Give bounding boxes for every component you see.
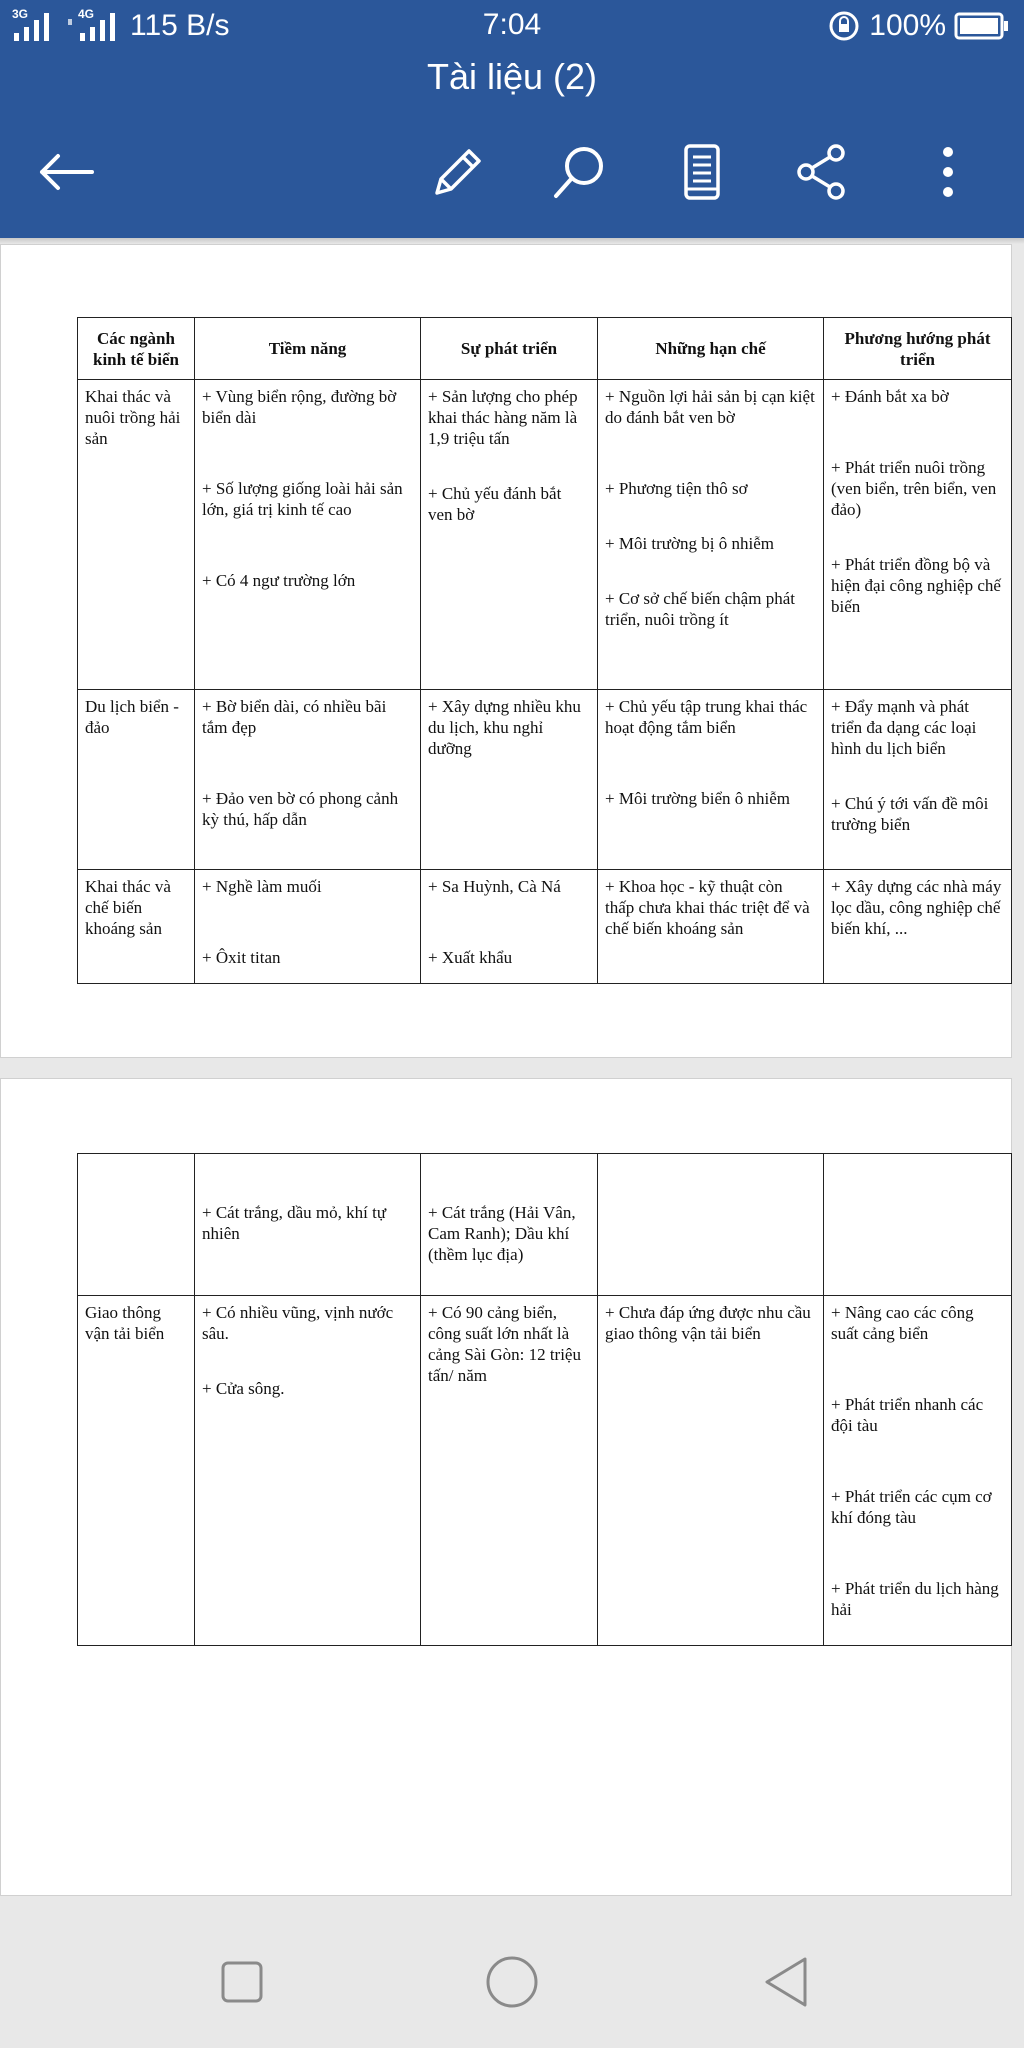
table-row <box>78 1296 1012 1646</box>
sector-cell <box>78 1154 195 1296</box>
limitations-cell <box>598 1154 824 1296</box>
home-icon[interactable] <box>480 1950 544 2014</box>
economy-table <box>77 317 1012 984</box>
economy-table-continued <box>77 1153 1012 1646</box>
cell-line: + Xây dựng các nhà máy lọc dầu, công nghiệp chế biến khí, ... <box>831 877 1002 938</box>
battery-percent: 100% <box>869 9 946 42</box>
cell-line: + Nguồn lợi hải sản bị cạn kiệt do đánh bắt ven bờ <box>605 387 815 427</box>
cell-line: + Phương tiện thô sơ <box>605 479 748 498</box>
cell-line: + Sản lượng cho phép khai thác hàng năm là 1,9 triệu tấn <box>428 387 578 448</box>
limitations-cell <box>598 1296 824 1646</box>
cell-line: + Phát triển nuôi trồng (ven biển, trên biển, ven đảo) <box>831 458 997 519</box>
potential-cell <box>195 690 421 870</box>
search-icon[interactable] <box>548 140 612 204</box>
reading-mode-icon[interactable] <box>670 140 734 204</box>
cell-line: + Môi trường bị ô nhiễm <box>605 534 774 553</box>
cell-line: + Vùng biển rộng, đường bờ biển dài <box>202 387 397 427</box>
directions-cell <box>824 690 1012 870</box>
cell-line: + Sa Huỳnh, Cà Ná <box>428 877 561 896</box>
directions-cell <box>824 870 1012 984</box>
cell-line: + Chưa đáp ứng được nhu cầu giao thông vận tải biển <box>605 1303 811 1343</box>
development-cell <box>421 380 598 690</box>
cell-line: + Phát triển nhanh các đội tàu <box>831 1395 984 1435</box>
cell-line: + Đảo ven bờ có phong cảnh kỳ thú, hấp dẫn <box>202 789 399 829</box>
signal-3g-icon: 3G <box>12 9 58 43</box>
cell-line: + Ôxit titan <box>202 948 281 967</box>
table-row <box>78 690 1012 870</box>
cell-line: + Bờ biển dài, có nhiều bãi tắm đẹp <box>202 697 387 737</box>
table-header: Các ngành kinh tế biển <box>78 318 195 380</box>
status-bar <box>0 0 1024 52</box>
sector-cell: Khai thác và nuôi trồng hải sản <box>78 380 195 690</box>
cell-line: + Chủ yếu tập trung khai thác hoạt động tắm biển <box>605 697 808 737</box>
cell-line: + Môi trường biển ô nhiễm <box>605 789 791 808</box>
cell-line: + Có 90 cảng biển, công suất lớn nhất là cảng Sài Gòn: 12 triệu tấn/ năm <box>428 1303 581 1385</box>
pencil-icon[interactable] <box>426 140 490 204</box>
back-arrow-icon[interactable] <box>34 140 98 204</box>
app-bar <box>0 0 1024 238</box>
directions-cell <box>824 380 1012 690</box>
development-cell <box>421 690 598 870</box>
limitations-cell <box>598 870 824 984</box>
status-right <box>827 8 1010 44</box>
document-title: Tài liệu (2) <box>426 56 598 97</box>
cell-line: + Cơ sở chế biến chậm phát triển, nuôi trồng ít <box>605 589 795 629</box>
signal-4g-icon: 4G <box>64 9 124 43</box>
table-header: Sự phát triển <box>421 318 598 380</box>
cell-line: + Số lượng giống loài hải sản lớn, giá trị kinh tế cao <box>202 479 403 519</box>
cell-line: + Phát triển đồng bộ và hiện đại công nghiệp chế biến <box>831 555 1001 616</box>
cell-line: + Có 4 ngư trường lớn <box>202 571 356 590</box>
directions-cell <box>824 1296 1012 1646</box>
table-header: Phương hướng phát triển <box>824 318 1012 380</box>
table-row <box>78 870 1012 984</box>
cell-line: + Có nhiều vũng, vịnh nước sâu. <box>202 1303 394 1343</box>
sector-cell: Khai thác và chế biến khoáng sản <box>78 870 195 984</box>
cell-line: + Xuất khẩu <box>428 948 513 967</box>
back-icon[interactable] <box>754 1950 818 2014</box>
potential-cell <box>195 1154 421 1296</box>
cell-line: + Phát triển các cụm cơ khí đóng tàu <box>831 1487 992 1527</box>
cell-line: + Đẩy mạnh và phát triển đa dạng các loại hình du lịch biển <box>831 697 977 758</box>
cell-line: + Phát triển du lịch hàng hải <box>831 1579 999 1619</box>
development-cell <box>421 870 598 984</box>
potential-cell <box>195 870 421 984</box>
sector-cell: Du lịch biển - đảo <box>78 690 195 870</box>
table-header: Tiềm năng <box>195 318 421 380</box>
clock: 7:04 <box>482 8 542 41</box>
recent-apps-icon[interactable] <box>210 1950 274 2014</box>
network-speed: 115 B/s <box>130 9 230 42</box>
table-header-row <box>78 318 1012 380</box>
cell-line: + Nâng cao các công suất cảng biển <box>831 1303 974 1343</box>
document-page-2[interactable] <box>0 1078 1012 1896</box>
share-icon[interactable] <box>790 140 854 204</box>
cell-line: + Cửa sông. <box>202 1379 285 1398</box>
cell-line: + Chú ý tới vấn đề môi trường biển <box>831 794 989 834</box>
more-icon[interactable] <box>916 140 980 204</box>
cell-line: + Cát trắng (Hải Vân, Cam Ranh); Dầu khí (thềm lục địa) <box>428 1203 576 1264</box>
potential-cell <box>195 380 421 690</box>
table-row <box>78 380 1012 690</box>
cell-line: + Cát trắng, dầu mỏ, khí tự nhiên <box>202 1203 387 1243</box>
development-cell <box>421 1296 598 1646</box>
table-header: Những hạn chế <box>598 318 824 380</box>
cell-line: + Xây dựng nhiều khu du lịch, khu nghỉ dưỡng <box>428 697 581 758</box>
directions-cell <box>824 1154 1012 1296</box>
document-page-1[interactable] <box>0 244 1012 1058</box>
cell-line: + Đánh bắt xa bờ <box>831 387 949 406</box>
cell-line: + Nghề làm muối <box>202 877 322 896</box>
battery-icon <box>954 11 1010 41</box>
cell-line: + Chủ yếu đánh bắt ven bờ <box>428 484 562 524</box>
cell-line: + Khoa học - kỹ thuật còn thấp chưa khai thác triệt để và chế biến khoáng sản <box>605 877 810 938</box>
table-row <box>78 1154 1012 1296</box>
limitations-cell <box>598 380 824 690</box>
development-cell <box>421 1154 598 1296</box>
potential-cell <box>195 1296 421 1646</box>
rotation-lock-icon <box>827 9 861 43</box>
limitations-cell <box>598 690 824 870</box>
sector-cell: Giao thông vận tải biển <box>78 1296 195 1646</box>
